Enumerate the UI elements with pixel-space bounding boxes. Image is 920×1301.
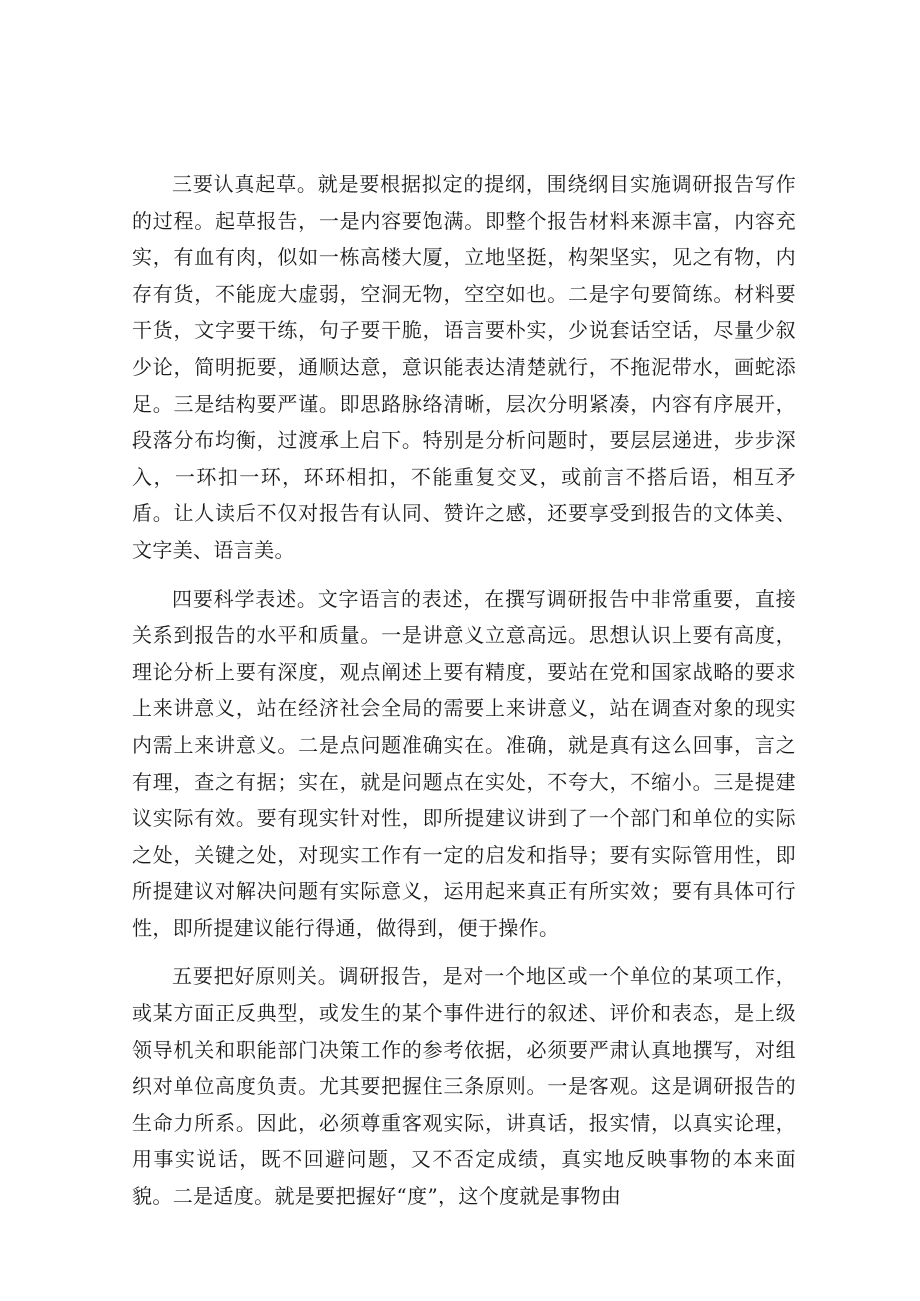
paragraph-expression: 四要科学表述。文字语言的表述，在撰写调研报告中非常重要，直接关系到报告的水平和质量。一是讲意义立意高远。思想认识上要有高度，理论分析上要有深度，观点阐述上要有精度，要站在党和国家战略的要求上来讲意义，站在经济社会全局的需要上来讲意义，站在调查对象的现实内需上来讲意义。二是点问题准确实在。准确，就是真有这么回事，言之有理，查之有据；实在，就是问题点在实处，不夸大，不缩小。三是提建议实际有效。要有现实针对性，即所提建议讲到了一个部门和单位的实际之处，关键之处，对现实工作有一定的启发和指导；要有实际管用性，即所提建议对解决问题有实际意义，运用起来真正有所实效；要有具体可行性，即所提建议能行得通，做得到，便于操作。 — [132, 586, 796, 940]
paragraph-drafting: 三要认真起草。就是要根据拟定的提纲，围绕纲目实施调研报告写作的过程。起草报告，一是内容要饱满。即整个报告材料来源丰富，内容充实，有血有肉，似如一栋高楼大厦，立地坚挺，构架坚实，见之有物，内存有货，不能庞大虚弱，空洞无物，空空如也。二是字句要简练。材料要干货，文字要干练，句子要干脆，语言要朴实，少说套话空话，尽量少叙少论，简明扼要，通顺达意，意识能表达清楚就行，不拖泥带水，画蛇添足。三是结构要严谨。即思路脉络清晰，层次分明紧凑，内容有序展开，段落分布均衡，过渡承上启下。特别是分析问题时，要层层递进，步步深入，一环扣一环，环环相扣，不能重复交叉，或前言不搭后语，相互矛盾。让人读后不仅对报告有认同、赞许之感，还要享受到报告的文体美、文字美、语言美。 — [132, 172, 796, 562]
paragraph-principles: 五要把好原则关。调研报告，是对一个地区或一个单位的某项工作，或某方面正反典型，或发生的某个事件进行的叙述、评价和表态，是上级领导机关和职能部门决策工作的参考依据，必须要严肃认真地撰写，对组织对单位高度负责。尤其要把握住三条原则。一是客观。这是调研报告的生命力所系。因此，必须尊重客观实际，讲真话，报实情，以真实论理，用事实说话，既不回避问题，又不否定成绩，真实地反映事物的本来面貌。二是适度。就是要把握好“度”，这个度就是事物由 — [132, 964, 796, 1209]
document-body — [132, 166, 796, 1227]
